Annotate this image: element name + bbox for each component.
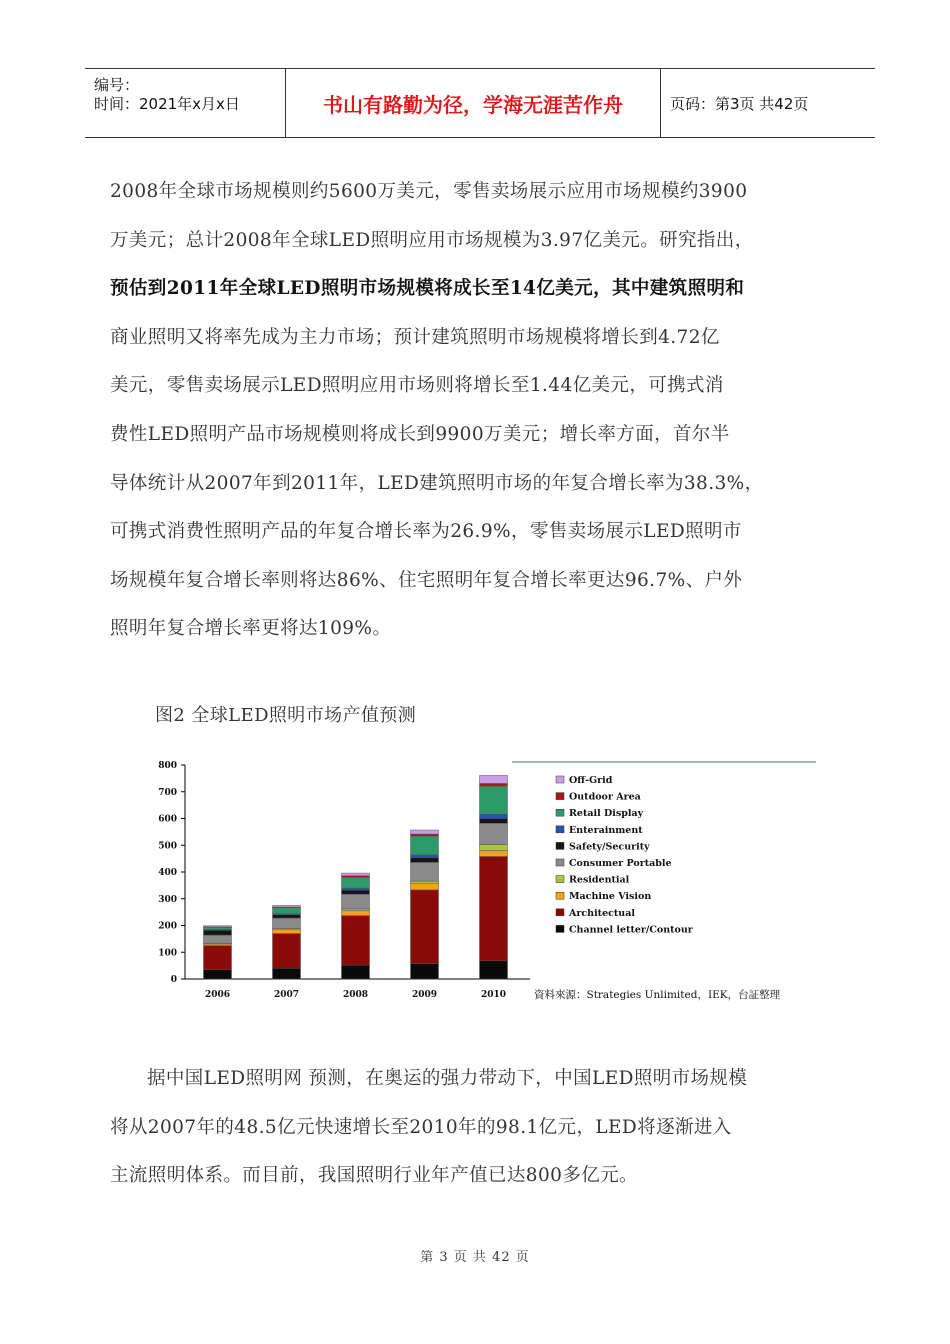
bar-segment xyxy=(411,858,439,863)
bar-segment xyxy=(342,877,370,888)
bar-segment xyxy=(480,961,508,979)
legend-swatch xyxy=(556,892,564,899)
bar-segment xyxy=(204,930,232,935)
header-meta-cell xyxy=(85,69,286,137)
bar-segment xyxy=(411,881,439,883)
legend-label: Retail Display xyxy=(569,808,644,820)
y-tick-label: 500 xyxy=(158,841,177,852)
y-tick-label: 700 xyxy=(158,787,177,798)
paragraph-1 xyxy=(110,168,850,654)
legend-label: Machine Vision xyxy=(569,891,652,903)
text-line: 预估到2011年全球LED照明市场规模将成长至14亿美元，其中建筑照明和 xyxy=(110,278,745,300)
bar-segment xyxy=(273,908,301,914)
legend-swatch xyxy=(556,776,564,783)
bar-segment xyxy=(480,786,508,814)
text-line: 商业照明又将率先成为主力市场；预计建筑照明市场规模将增长到4.72亿 xyxy=(110,326,720,348)
text-line: 2008年全球市场规模则约5600万美元，零售卖场展示应用市场规模约3900 xyxy=(110,181,748,202)
text-line: 将从2007年的48.5亿元快速增长至2010年的98.1亿元，LED将逐渐进入 xyxy=(110,1116,732,1138)
bar-segment xyxy=(342,916,370,965)
bar-segment xyxy=(411,890,439,964)
header-page-code: 页码：第3页 共42页 xyxy=(670,94,809,113)
x-tick-label: 2010 xyxy=(480,990,507,1000)
legend-swatch xyxy=(556,809,564,816)
chart-source-note: 資料來源：Strategies Unlimited，IEK，台証整理 xyxy=(534,989,781,1001)
text-line: 据中国LED照明网 预测，在奥运的强力带动下，中国LED照明市场规模 xyxy=(147,1068,748,1089)
text-line: 万美元；总计2008年全球LED照明应用市场规模为3.97亿美元。研究指出， xyxy=(110,229,754,251)
legend-swatch xyxy=(556,842,564,849)
legend-swatch xyxy=(556,925,564,932)
bar-segment xyxy=(342,965,370,979)
bar-segment xyxy=(273,905,301,907)
bar-segment xyxy=(480,814,508,818)
y-tick-label: 600 xyxy=(158,814,177,825)
bar-segment xyxy=(480,856,508,960)
bar-segment xyxy=(273,934,301,969)
bar-segment xyxy=(342,888,370,890)
bar-segment xyxy=(204,935,232,943)
bar-segment xyxy=(342,894,370,909)
bar-segment xyxy=(273,915,301,918)
legend-label: Outdoor Area xyxy=(569,791,641,803)
legend-swatch xyxy=(556,876,564,883)
legend-swatch xyxy=(556,859,564,866)
text-line: 照明年复合增长率更将达109%。 xyxy=(110,618,392,640)
bar-segment xyxy=(411,963,439,979)
chart-svg xyxy=(140,752,830,1012)
bar-segment xyxy=(480,775,508,783)
bar-segment xyxy=(342,909,370,911)
legend-label: Off-Grid xyxy=(569,775,613,786)
page-footer: 第 3 页 共 42 页 xyxy=(420,1250,530,1265)
bar-segment xyxy=(273,930,301,934)
legend-swatch xyxy=(556,793,564,800)
y-tick-label: 300 xyxy=(158,894,177,905)
y-tick-label: 800 xyxy=(158,761,177,771)
text-line: 主流照明体系。而目前，我国照明行业年产值已达800多亿元。 xyxy=(110,1165,638,1187)
y-tick-label: 100 xyxy=(158,948,177,959)
legend-label: Enterainment xyxy=(569,824,643,836)
bar-segment xyxy=(342,890,370,894)
legend-label: Architectual xyxy=(569,907,635,919)
bar-segment xyxy=(342,911,370,916)
y-tick-label: 400 xyxy=(158,868,177,878)
legend-label: Consumer Portable xyxy=(569,858,672,869)
bar-segment xyxy=(480,845,508,851)
legend-swatch xyxy=(556,826,564,833)
bar-segment xyxy=(273,968,301,979)
legend-label: Safety/Security xyxy=(569,841,650,853)
market-forecast-chart xyxy=(140,752,830,1012)
bar-segment xyxy=(204,926,232,927)
bar-segment xyxy=(480,819,508,824)
bar-segment xyxy=(411,883,439,890)
y-tick-label: 0 xyxy=(170,975,177,985)
y-tick-label: 200 xyxy=(158,921,177,932)
bar-segment xyxy=(480,783,508,786)
bar-segment xyxy=(204,946,232,970)
text-line: 美元，零售卖场展示LED照明应用市场则将增长至1.44亿美元，可携式消 xyxy=(110,375,724,397)
x-tick-label: 2006 xyxy=(204,990,231,1000)
page-header xyxy=(85,68,875,138)
bar-segment xyxy=(204,970,232,979)
bar-segment xyxy=(411,834,439,836)
legend-label: Residential xyxy=(569,874,630,886)
bar-segment xyxy=(273,918,301,929)
text-line: 导体统计从2007年到2011年，LED建筑照明市场的年复合增长率为38.3%， xyxy=(110,472,764,494)
bar-segment xyxy=(342,873,370,876)
text-line: 场规模年复合增长率则将达86%、住宅照明年复合增长率更达96.7%、户外 xyxy=(110,569,743,591)
figure-caption: 图2 全球LED照明市场产值预测 xyxy=(155,705,417,726)
text-line: 可携式消费性照明产品的年复合增长率为26.9%，零售卖场展示LED照明市 xyxy=(110,521,742,543)
text-line: 费性LED照明产品市场规模则将成长到9900万美元；增长率方面，首尔半 xyxy=(110,423,730,445)
bar-segment xyxy=(411,836,439,855)
number-label: 编号： xyxy=(94,76,140,94)
x-tick-label: 2009 xyxy=(411,990,438,1000)
bar-segment xyxy=(411,830,439,834)
x-tick-label: 2008 xyxy=(342,990,369,1000)
header-motto: 书山有路勤为径，学海无涯苦作舟 xyxy=(286,69,661,137)
date-line: 时间：2021年x月x日 xyxy=(94,95,240,113)
bar-segment xyxy=(411,855,439,858)
bar-segment xyxy=(411,862,439,881)
legend-label: Channel letter/Contour xyxy=(569,924,693,936)
bar-segment xyxy=(204,927,232,929)
x-tick-label: 2007 xyxy=(273,990,300,1000)
bar-segment xyxy=(480,851,508,857)
paragraph-2 xyxy=(110,1055,850,1201)
bar-segment xyxy=(480,823,508,844)
legend-swatch xyxy=(556,909,564,916)
